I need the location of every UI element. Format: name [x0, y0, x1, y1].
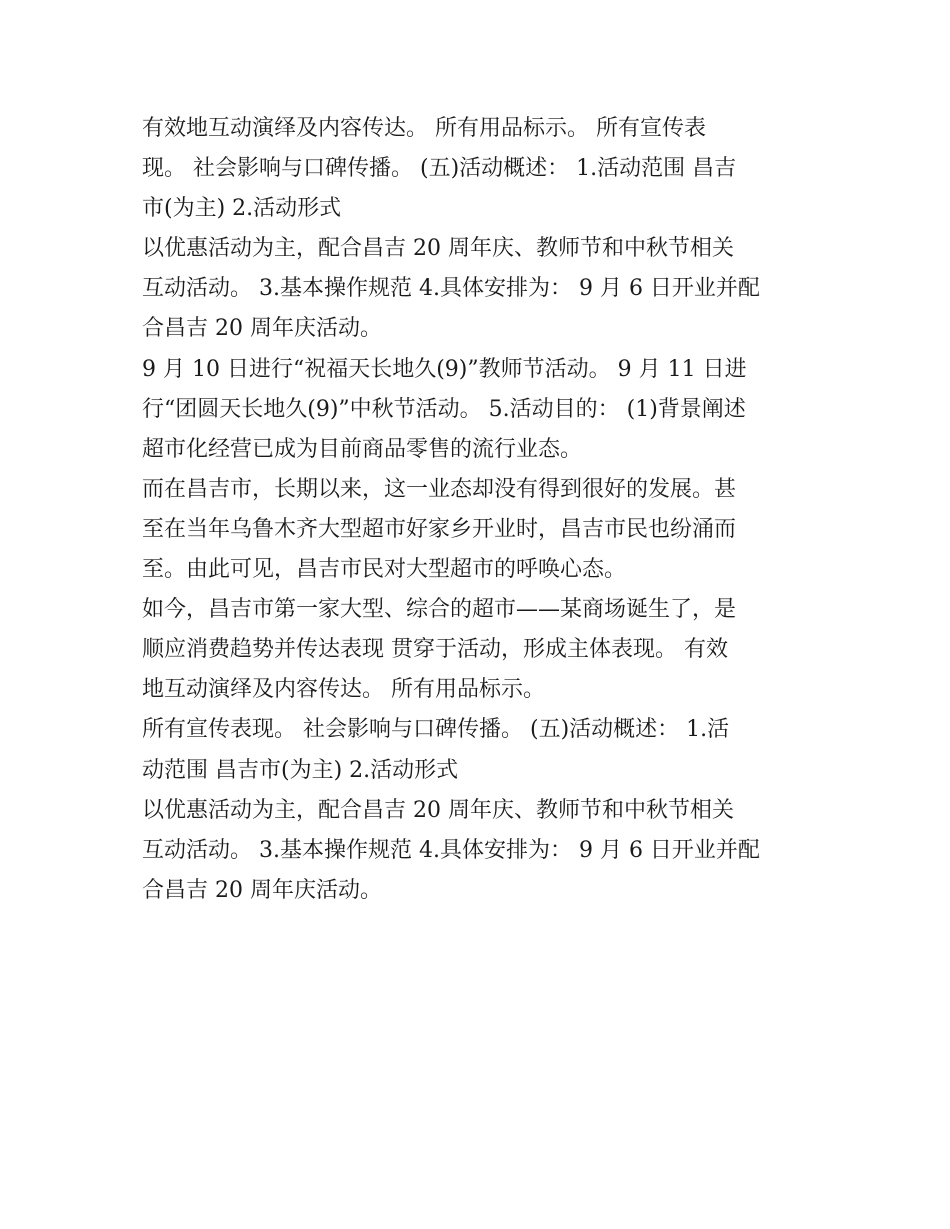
text-line: 9 月 10 日进行“祝福天长地久(9)”教师节活动。 9 月 11 日进	[142, 356, 747, 382]
body-text	[142, 109, 822, 911]
text-line: 互动活动。 3.基本操作规范 4.具体安排为： 9 月 6 日开业并配	[142, 837, 760, 863]
text-line: 至。由此可见，昌吉市民对大型超市的呼唤心态。	[142, 557, 627, 583]
text-line: 以优惠活动为主，配合昌吉 20 周年庆、教师节和中秋节相关	[142, 797, 734, 823]
text-line: 互动活动。 3.基本操作规范 4.具体安排为： 9 月 6 日开业并配	[142, 276, 760, 302]
text-line: 合昌吉 20 周年庆活动。	[142, 877, 382, 903]
text-line: 市(为主) 2.活动形式	[142, 196, 342, 222]
text-line: 如今，昌吉市第一家大型、综合的超市——某商场诞生了，是	[142, 597, 737, 623]
text-line: 行“团圆天长地久(9)”中秋节活动。 5.活动目的： (1)背景阐述	[142, 396, 746, 422]
text-line: 以优惠活动为主，配合昌吉 20 周年庆、教师节和中秋节相关	[142, 236, 734, 262]
text-line: 所有宣传表现。 社会影响与口碑传播。 (五)活动概述： 1.活	[142, 717, 730, 743]
text-line: 动范围 昌吉市(为主) 2.活动形式	[142, 757, 459, 783]
text-line: 合昌吉 20 周年庆活动。	[142, 316, 382, 342]
text-line: 超市化经营已成为目前商品零售的流行业态。	[142, 436, 583, 462]
text-line: 顺应消费趋势并传达表现 贯穿于活动，形成主体表现。 有效	[142, 637, 728, 663]
text-line: 地互动演绎及内容传达。 所有用品标示。	[142, 677, 545, 703]
text-line: 现。 社会影响与口碑传播。 (五)活动概述： 1.活动范围 昌吉	[142, 156, 737, 182]
text-line: 有效地互动演绎及内容传达。 所有用品标示。 所有宣传表	[142, 116, 706, 141]
text-line: 而在昌吉市，长期以来，这一业态却没有得到很好的发展。甚	[142, 476, 737, 502]
text-line: 至在当年乌鲁木齐大型超市好家乡开业时，昌吉市民也纷涌而	[142, 516, 737, 542]
